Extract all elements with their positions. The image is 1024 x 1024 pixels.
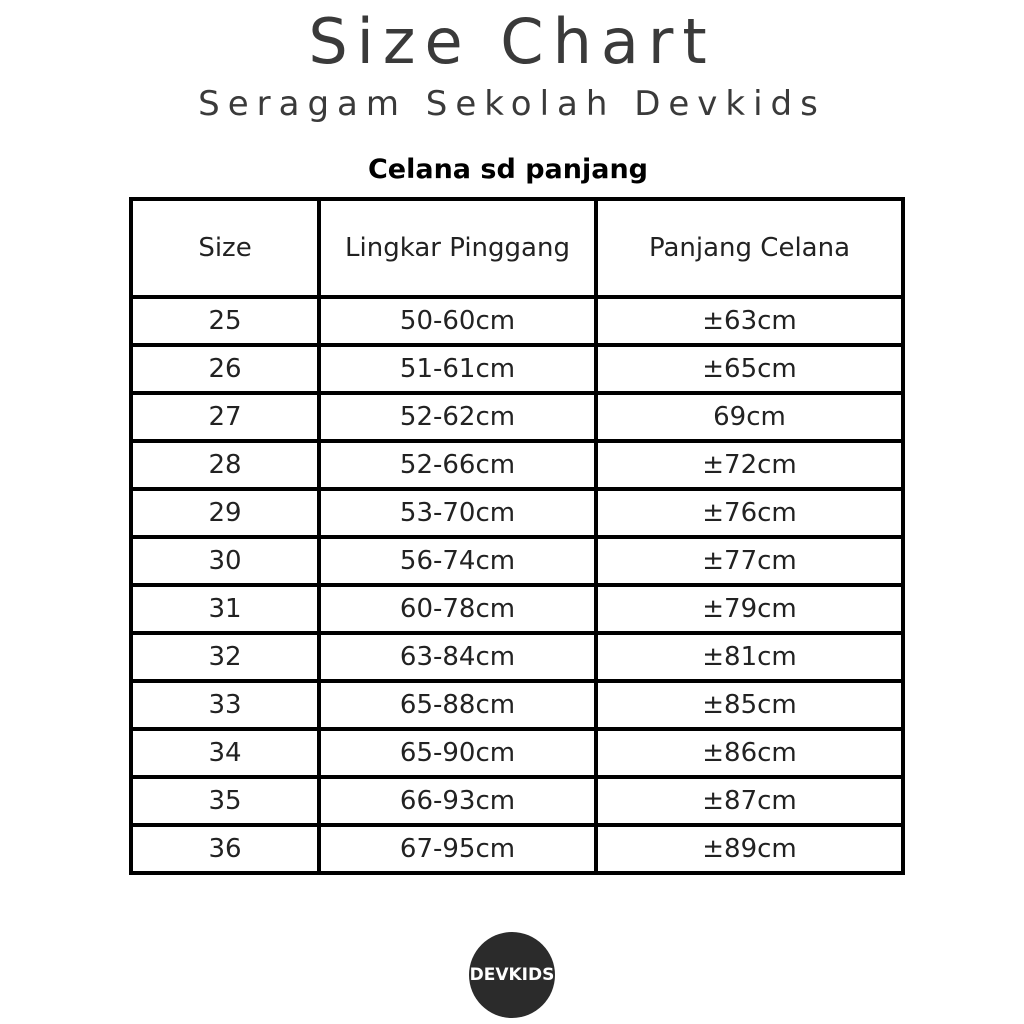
table-row (131, 777, 903, 825)
cell-size: 35 (131, 777, 319, 825)
cell-size: 25 (131, 297, 319, 345)
cell-panjang-celana: ±87cm (596, 777, 903, 825)
table-header-row (131, 199, 903, 297)
column-header-size: Size (131, 199, 319, 297)
cell-panjang-celana: ±65cm (596, 345, 903, 393)
page-title: Size Chart (308, 5, 716, 78)
cell-panjang-celana: ±81cm (596, 633, 903, 681)
table-row (131, 825, 903, 873)
cell-size: 34 (131, 729, 319, 777)
cell-size: 29 (131, 489, 319, 537)
table-heading: Celana sd panjang (367, 154, 649, 185)
cell-panjang-celana: ±63cm (596, 297, 903, 345)
cell-panjang-celana: ±79cm (596, 585, 903, 633)
table-row (131, 393, 903, 441)
table-row (131, 297, 903, 345)
cell-lingkar-pinggang: 65-88cm (319, 681, 596, 729)
cell-size: 31 (131, 585, 319, 633)
cell-lingkar-pinggang: 50-60cm (319, 297, 596, 345)
column-header-lingkar-pinggang: Lingkar Pinggang (319, 199, 596, 297)
cell-size: 33 (131, 681, 319, 729)
devkids-logo: DEVKIDS (469, 932, 555, 1018)
cell-size: 36 (131, 825, 319, 873)
column-header-panjang-celana: Panjang Celana (596, 199, 903, 297)
cell-lingkar-pinggang: 65-90cm (319, 729, 596, 777)
cell-lingkar-pinggang: 60-78cm (319, 585, 596, 633)
table-body (131, 297, 903, 873)
cell-lingkar-pinggang: 53-70cm (319, 489, 596, 537)
cell-lingkar-pinggang: 63-84cm (319, 633, 596, 681)
table-row (131, 585, 903, 633)
table-row (131, 441, 903, 489)
cell-lingkar-pinggang: 56-74cm (319, 537, 596, 585)
cell-panjang-celana: 69cm (596, 393, 903, 441)
cell-panjang-celana: ±89cm (596, 825, 903, 873)
cell-size: 27 (131, 393, 319, 441)
size-table-container (129, 197, 901, 875)
cell-lingkar-pinggang: 66-93cm (319, 777, 596, 825)
cell-lingkar-pinggang: 52-66cm (319, 441, 596, 489)
cell-panjang-celana: ±76cm (596, 489, 903, 537)
table-row (131, 537, 903, 585)
table-row (131, 729, 903, 777)
table-row (131, 681, 903, 729)
cell-size: 30 (131, 537, 319, 585)
cell-lingkar-pinggang: 51-61cm (319, 345, 596, 393)
cell-panjang-celana: ±85cm (596, 681, 903, 729)
cell-panjang-celana: ±77cm (596, 537, 903, 585)
page-subtitle: Seragam Sekolah Devkids (198, 84, 826, 124)
cell-lingkar-pinggang: 52-62cm (319, 393, 596, 441)
table-row (131, 633, 903, 681)
table-row (131, 345, 903, 393)
cell-panjang-celana: ±72cm (596, 441, 903, 489)
cell-lingkar-pinggang: 67-95cm (319, 825, 596, 873)
table-row (131, 489, 903, 537)
cell-size: 32 (131, 633, 319, 681)
cell-size: 28 (131, 441, 319, 489)
cell-size: 26 (131, 345, 319, 393)
size-table (129, 197, 905, 875)
cell-panjang-celana: ±86cm (596, 729, 903, 777)
